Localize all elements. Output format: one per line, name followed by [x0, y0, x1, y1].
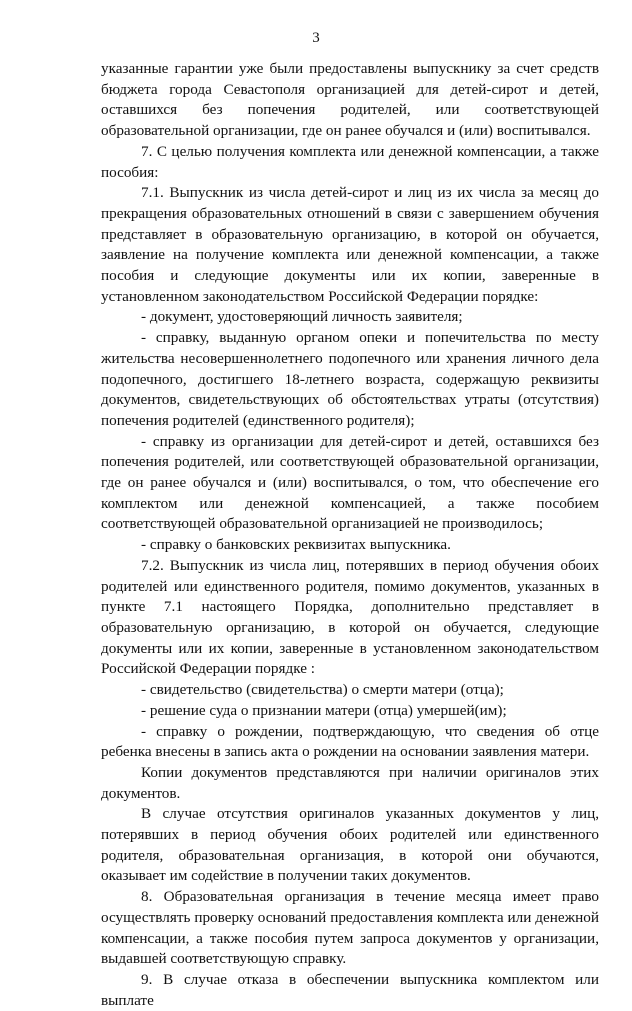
paragraph-clause-7-1: 7.1. Выпускник из числа детей-сирот и лиц из их числа за месяц до прекращения образовательных отношений в связи с завершением обучения представляет в образовательную организацию, в которой он обучается, заявление на получение комплекта или денежной компенсации, а также пособия и следующие документы или их копии, заверенные в установленном законодательством Российской Федерации порядке: [101, 184, 599, 305]
list-item-birth-certificate: - справку о рождении, подтверждающую, что сведения об отце ребенка внесены в запись акта о рождении на основании заявления матери. [101, 722, 599, 761]
list-item-identity-document: - документ, удостоверяющий личность заявителя; [141, 308, 463, 326]
list-item-death-certificate: - свидетельство (свидетельства) о смерти матери (отца); [141, 681, 504, 699]
page-number: 3 [312, 30, 320, 46]
list-item-court-decision: - решение суда о признании матери (отца) умершей(им); [141, 701, 507, 719]
paragraph-clause-7: 7. С целью получения комплекта или денежной компенсации, а также пособия: [101, 142, 599, 181]
document-body [101, 59, 599, 1011]
paragraph-clause-7-2: 7.2. Выпускник из числа лиц, потерявших в период обучения обоих родителей или единственного родителя, помимо документов, указанных в пункте 7.1 настоящего Порядка, дополнительно представляет в образовательную организацию, в которой он обучается, следующие документы или их копии, заверенные в установленном законодательством Российской Федерации порядке : [101, 556, 599, 678]
paragraph-clause-8: 8. Образовательная организация в течение месяца имеет право осуществлять проверку оснований предоставления комплекта или денежной компенсации, а также пособия путем запроса документов у организации, выдавшей соответствующую справку. [101, 888, 599, 968]
paragraph-guarantees-continuation: указанные гарантии уже были предоставлены выпускнику за счет средств бюджета города Севастополя организацией для детей-сирот и детей, оставшихся без попечения родителей, или соответствующей образовательной организации, где он ранее обучался и (или) воспитывался. [101, 60, 599, 140]
paragraph-clause-9: 9. В случае отказа в обеспечении выпускника комплектом или выплате [101, 970, 599, 1009]
list-item-guardianship-certificate: - справку, выданную органом опеки и попечительства по месту жительства несовершеннолетнего подопечного или хранения личного дела подопечного, достигшего 18-летнего возраста, содержащую реквизиты документов, свидетельствующих об обстоятельствах утраты (отсутствия) попечения родителей (единственного родителя); [101, 329, 599, 429]
paragraph-missing-originals: В случае отсутствия оригиналов указанных документов у лиц, потерявших в период обучения обоих родителей или единственного родителя, образовательная организация, в которой они обучаются, оказывает им содействие в получении таких документов. [101, 805, 599, 885]
list-item-organization-certificate: - справку из организации для детей-сирот и детей, оставшихся без попечения родителей, или соответствующей образовательной организации, где он ранее обучался и (или) воспитывался, о том, что обеспечение его комплектом или денежной компенсацией, а также пособием соответствующей образовательной организацией не производилось; [101, 432, 599, 533]
paragraph-copies-note: Копии документов представляются при наличии оригиналов этих документов. [101, 763, 599, 802]
list-item-bank-details: - справку о банковских реквизитах выпускника. [141, 536, 451, 554]
